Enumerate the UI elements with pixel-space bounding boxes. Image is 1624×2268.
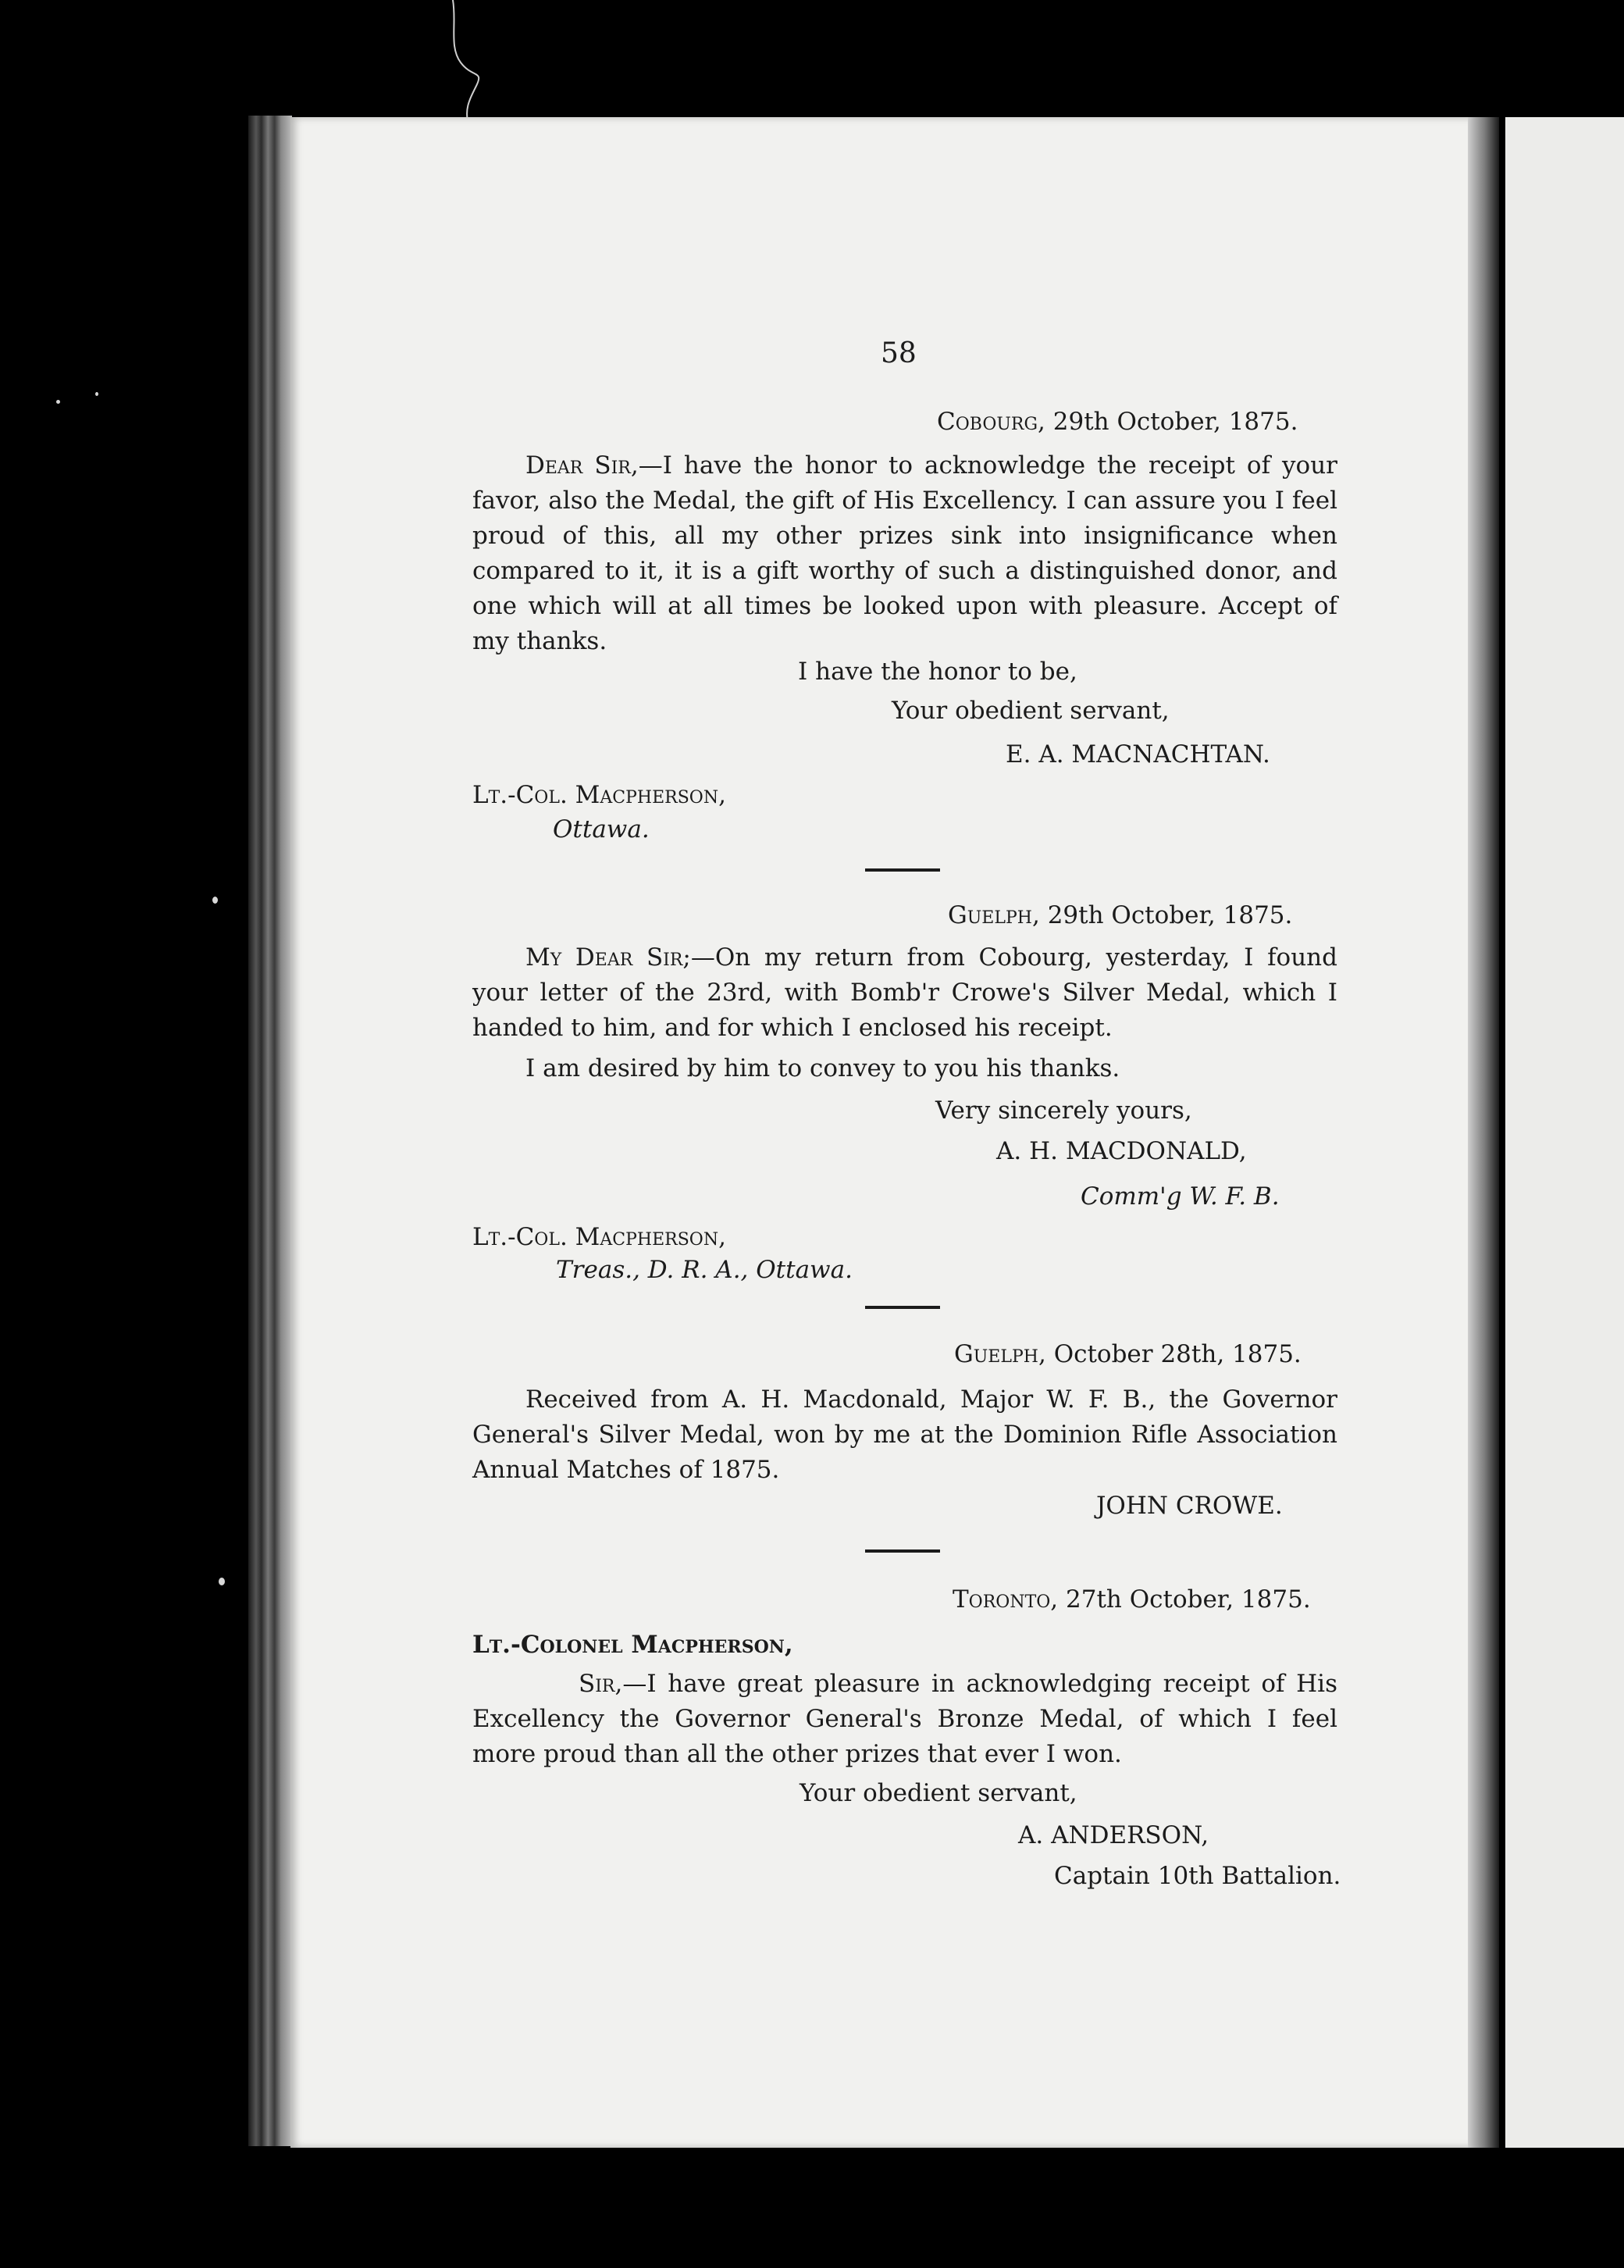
letter2-body [472,940,1337,1046]
letter2-dateline [948,898,1292,933]
letter3-closing: Your obedient servant, [800,1779,1077,1807]
section-divider [865,1306,940,1309]
page-number: 58 [881,337,917,369]
letter1-date: 29th October, 1875. [1052,408,1298,436]
letter2-body-text: —On my return from Cobourg, yesterday, I found your letter of the 23rd, with Bomb'r Crowe's Silver Medal, which I handed to him, and for which I enclosed his receipt. [472,943,1337,1042]
letter3-place: Toronto, [953,1585,1059,1614]
dust-speck [95,392,98,396]
receipt-signature: JOHN CROWE. [1096,1492,1283,1520]
letter2-addressee-detail: Treas., D. R. A., Ottawa. [556,1256,853,1284]
letter2-signature: A. H. MACDONALD, [996,1137,1247,1165]
dust-speck [219,1578,225,1585]
book-binding-edge [248,116,292,2146]
letter1-salutation: Dear Sir, [525,451,639,480]
letter1-closing2: Your obedient servant, [892,697,1170,725]
adjacent-page-edge [1505,117,1624,2148]
letter2-title: Comm'g W. F. B. [1081,1182,1280,1211]
letter1-dateline [937,405,1298,440]
letter3-signature: A. ANDERSON, [1018,1821,1209,1849]
dust-speck [212,897,218,904]
letter1-body [472,448,1337,659]
letter1-body-text: —I have the honor to acknowledge the receipt of your favor, also the Medal, the gift of His Excellency. I can assure you I feel proud of this, all my other prizes sink into insignificance when compared to it, it is a gift worthy of such a distinguished donor, and one which will at all times be looked upon with pleasure. Accept of my thanks. [472,451,1337,655]
letter3-body [472,1667,1337,1772]
letter3-title: Captain 10th Battalion. [1054,1862,1341,1890]
receipt-body: Received from A. H. Macdonald, Major W. F. B., the Governor General's Silver Medal, won by me at the Dominion Rifle Association Annual Matches of 1875. [472,1385,1337,1484]
receipt-date: October 28th, 1875. [1053,1340,1302,1368]
section-divider [865,1549,940,1553]
section-divider [865,868,940,872]
letter3-body-text: —I have great pleasure in acknowledging receipt of His Excellency the Governor General's Bronze Medal, of which I feel more proud than all the other prizes that ever I won. [472,1670,1337,1768]
letter3-dateline [953,1582,1311,1617]
letter2-body2: I am desired by him to convey to you his thanks. [525,1054,1120,1082]
letter3-date: 27th October, 1875. [1066,1585,1311,1614]
receipt-place: Guelph, [954,1340,1046,1368]
dust-speck [56,400,60,404]
receipt-dateline [954,1337,1302,1372]
letter2-salutation: My Dear Sir; [525,943,691,972]
letter1-signature: E. A. MACNACHTAN. [1006,740,1270,768]
page-gutter-shadow [1468,117,1499,2148]
letter1-closing1: I have the honor to be, [798,658,1077,686]
letter1-place: Cobourg, [937,408,1045,436]
letter2-closing: Very sincerely yours, [935,1097,1192,1125]
letter3-salutation: Sir, [579,1670,623,1698]
letter3-addressee: Lt.-Colonel Macpherson, [472,1631,793,1659]
letter2-addressee: Lt.-Col. Macpherson, [472,1223,726,1251]
letter2-place: Guelph, [948,901,1040,929]
letter1-addressee: Lt.-Col. Macpherson, [472,781,726,809]
letter2-date: 29th October, 1875. [1047,901,1293,929]
thread-strand [445,0,492,125]
letter1-addressee-place: Ottawa. [553,815,650,843]
